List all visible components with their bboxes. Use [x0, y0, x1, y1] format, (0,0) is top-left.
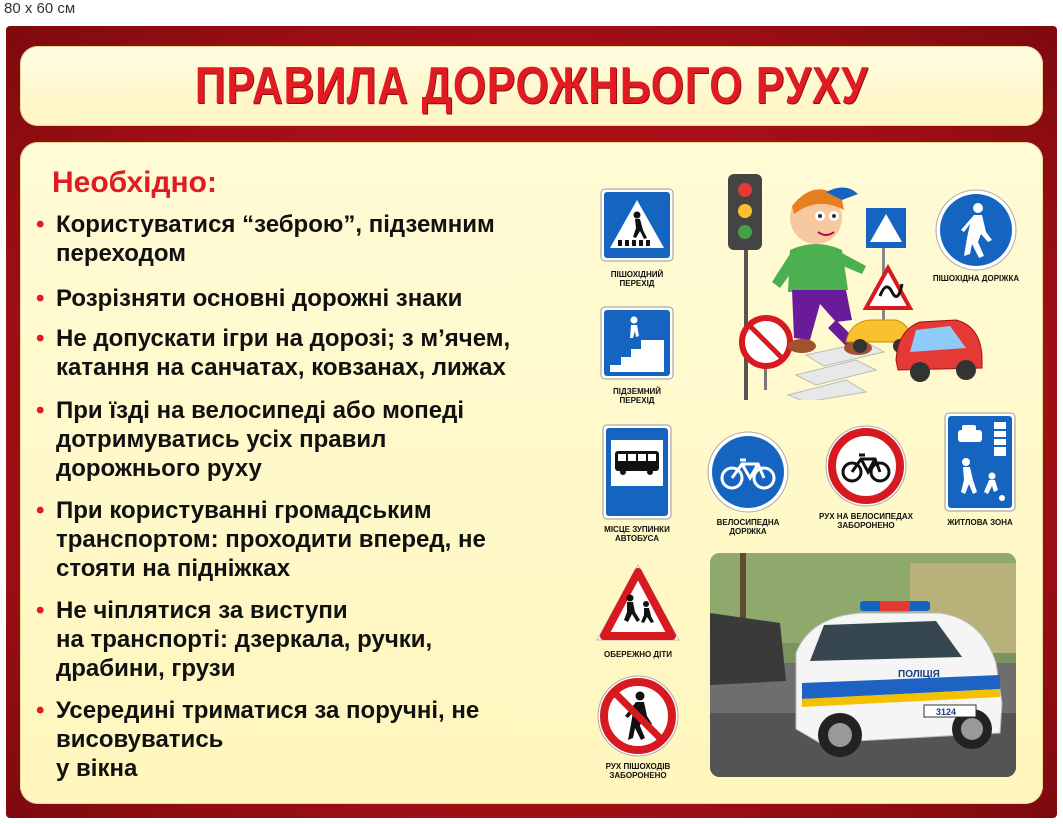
- rule-item: [36, 396, 596, 483]
- rule-text: Усередині триматися за поручні, не висовуватись у вікна: [56, 697, 480, 782]
- size-label: 80 x 60 см: [4, 0, 76, 17]
- children-warning-icon: [594, 562, 682, 644]
- rule-item: [36, 210, 596, 268]
- sign-caption: ПІДЗЕМНИЙ ПЕРЕХІД: [612, 387, 662, 405]
- boy-crossing-illustration: [706, 170, 986, 400]
- underground-crossing-icon: [600, 306, 674, 380]
- police-label: ПОЛІЦІЯ: [898, 669, 940, 680]
- rule-text: Розрізняти основні дорожні знаки: [56, 285, 463, 312]
- rule-item: [36, 596, 596, 683]
- bullet-icon: •: [36, 497, 45, 524]
- residential-zone-icon: [944, 412, 1016, 512]
- bus-stop-icon: [602, 424, 672, 520]
- rule-text: Не допускати ігри на дорозі; з м’ячем, катання на санчатах, ковзанах, лижах: [56, 325, 511, 381]
- rule-item: [36, 284, 596, 313]
- rule-item: [36, 496, 596, 583]
- poster-title: ПРАВИЛА ДОРОЖНЬОГО РУХУ: [194, 57, 869, 115]
- sign-caption: ОБЕРЕЖНО ДІТИ: [604, 650, 672, 659]
- bicycle-path-icon: [706, 430, 790, 514]
- no-bicycles-icon: [824, 424, 908, 508]
- sign-caption: ПІШОХІДНА ДОРІЖКА: [932, 274, 1020, 283]
- pedestrian-crossing-icon: [600, 188, 674, 262]
- rule-item: [36, 696, 596, 783]
- bullet-icon: •: [36, 597, 45, 624]
- bullet-icon: •: [36, 397, 45, 424]
- bullet-icon: •: [36, 211, 45, 238]
- rule-text: Не чіплятися за виступи на транспорті: дзеркала, ручки, драбини, грузи: [56, 597, 433, 682]
- rule-text: При їзді на велосипеді або мопеді дотримуватись усіх правил дорожнього руху: [56, 397, 465, 482]
- rule-item: [36, 324, 596, 382]
- police-car-image: [710, 553, 1016, 777]
- sign-caption: ЖИТЛОВА ЗОНА: [947, 518, 1013, 527]
- bullet-icon: •: [36, 325, 45, 352]
- license-plate: 3124: [936, 707, 957, 717]
- rule-text: При користуванні громадським транспортом: проходити вперед, не стояти на підніжках: [56, 497, 486, 582]
- no-pedestrians-icon: [596, 674, 680, 758]
- sign-caption: РУХ НА ВЕЛОСИПЕДАХ ЗАБОРОНЕНО: [819, 512, 913, 530]
- bullet-icon: •: [36, 697, 45, 724]
- sign-caption: РУХ ПІШОХОДІВ ЗАБОРОНЕНО: [605, 762, 671, 780]
- bullet-icon: •: [36, 285, 45, 312]
- sign-caption: ВЕЛОСИПЕДНА ДОРІЖКА: [716, 518, 780, 536]
- sign-caption: МІСЦЕ ЗУПИНКИ АВТОБУСА: [604, 525, 670, 543]
- sign-caption: ПІШОХІДНИЙ ПЕРЕХІД: [610, 270, 664, 288]
- rule-text: Користуватися “зеброю”, підземним переходом: [56, 211, 495, 267]
- rules-heading: Необхідно:: [52, 166, 217, 199]
- title-panel: [20, 46, 1043, 126]
- police-car-photo: [710, 553, 1016, 777]
